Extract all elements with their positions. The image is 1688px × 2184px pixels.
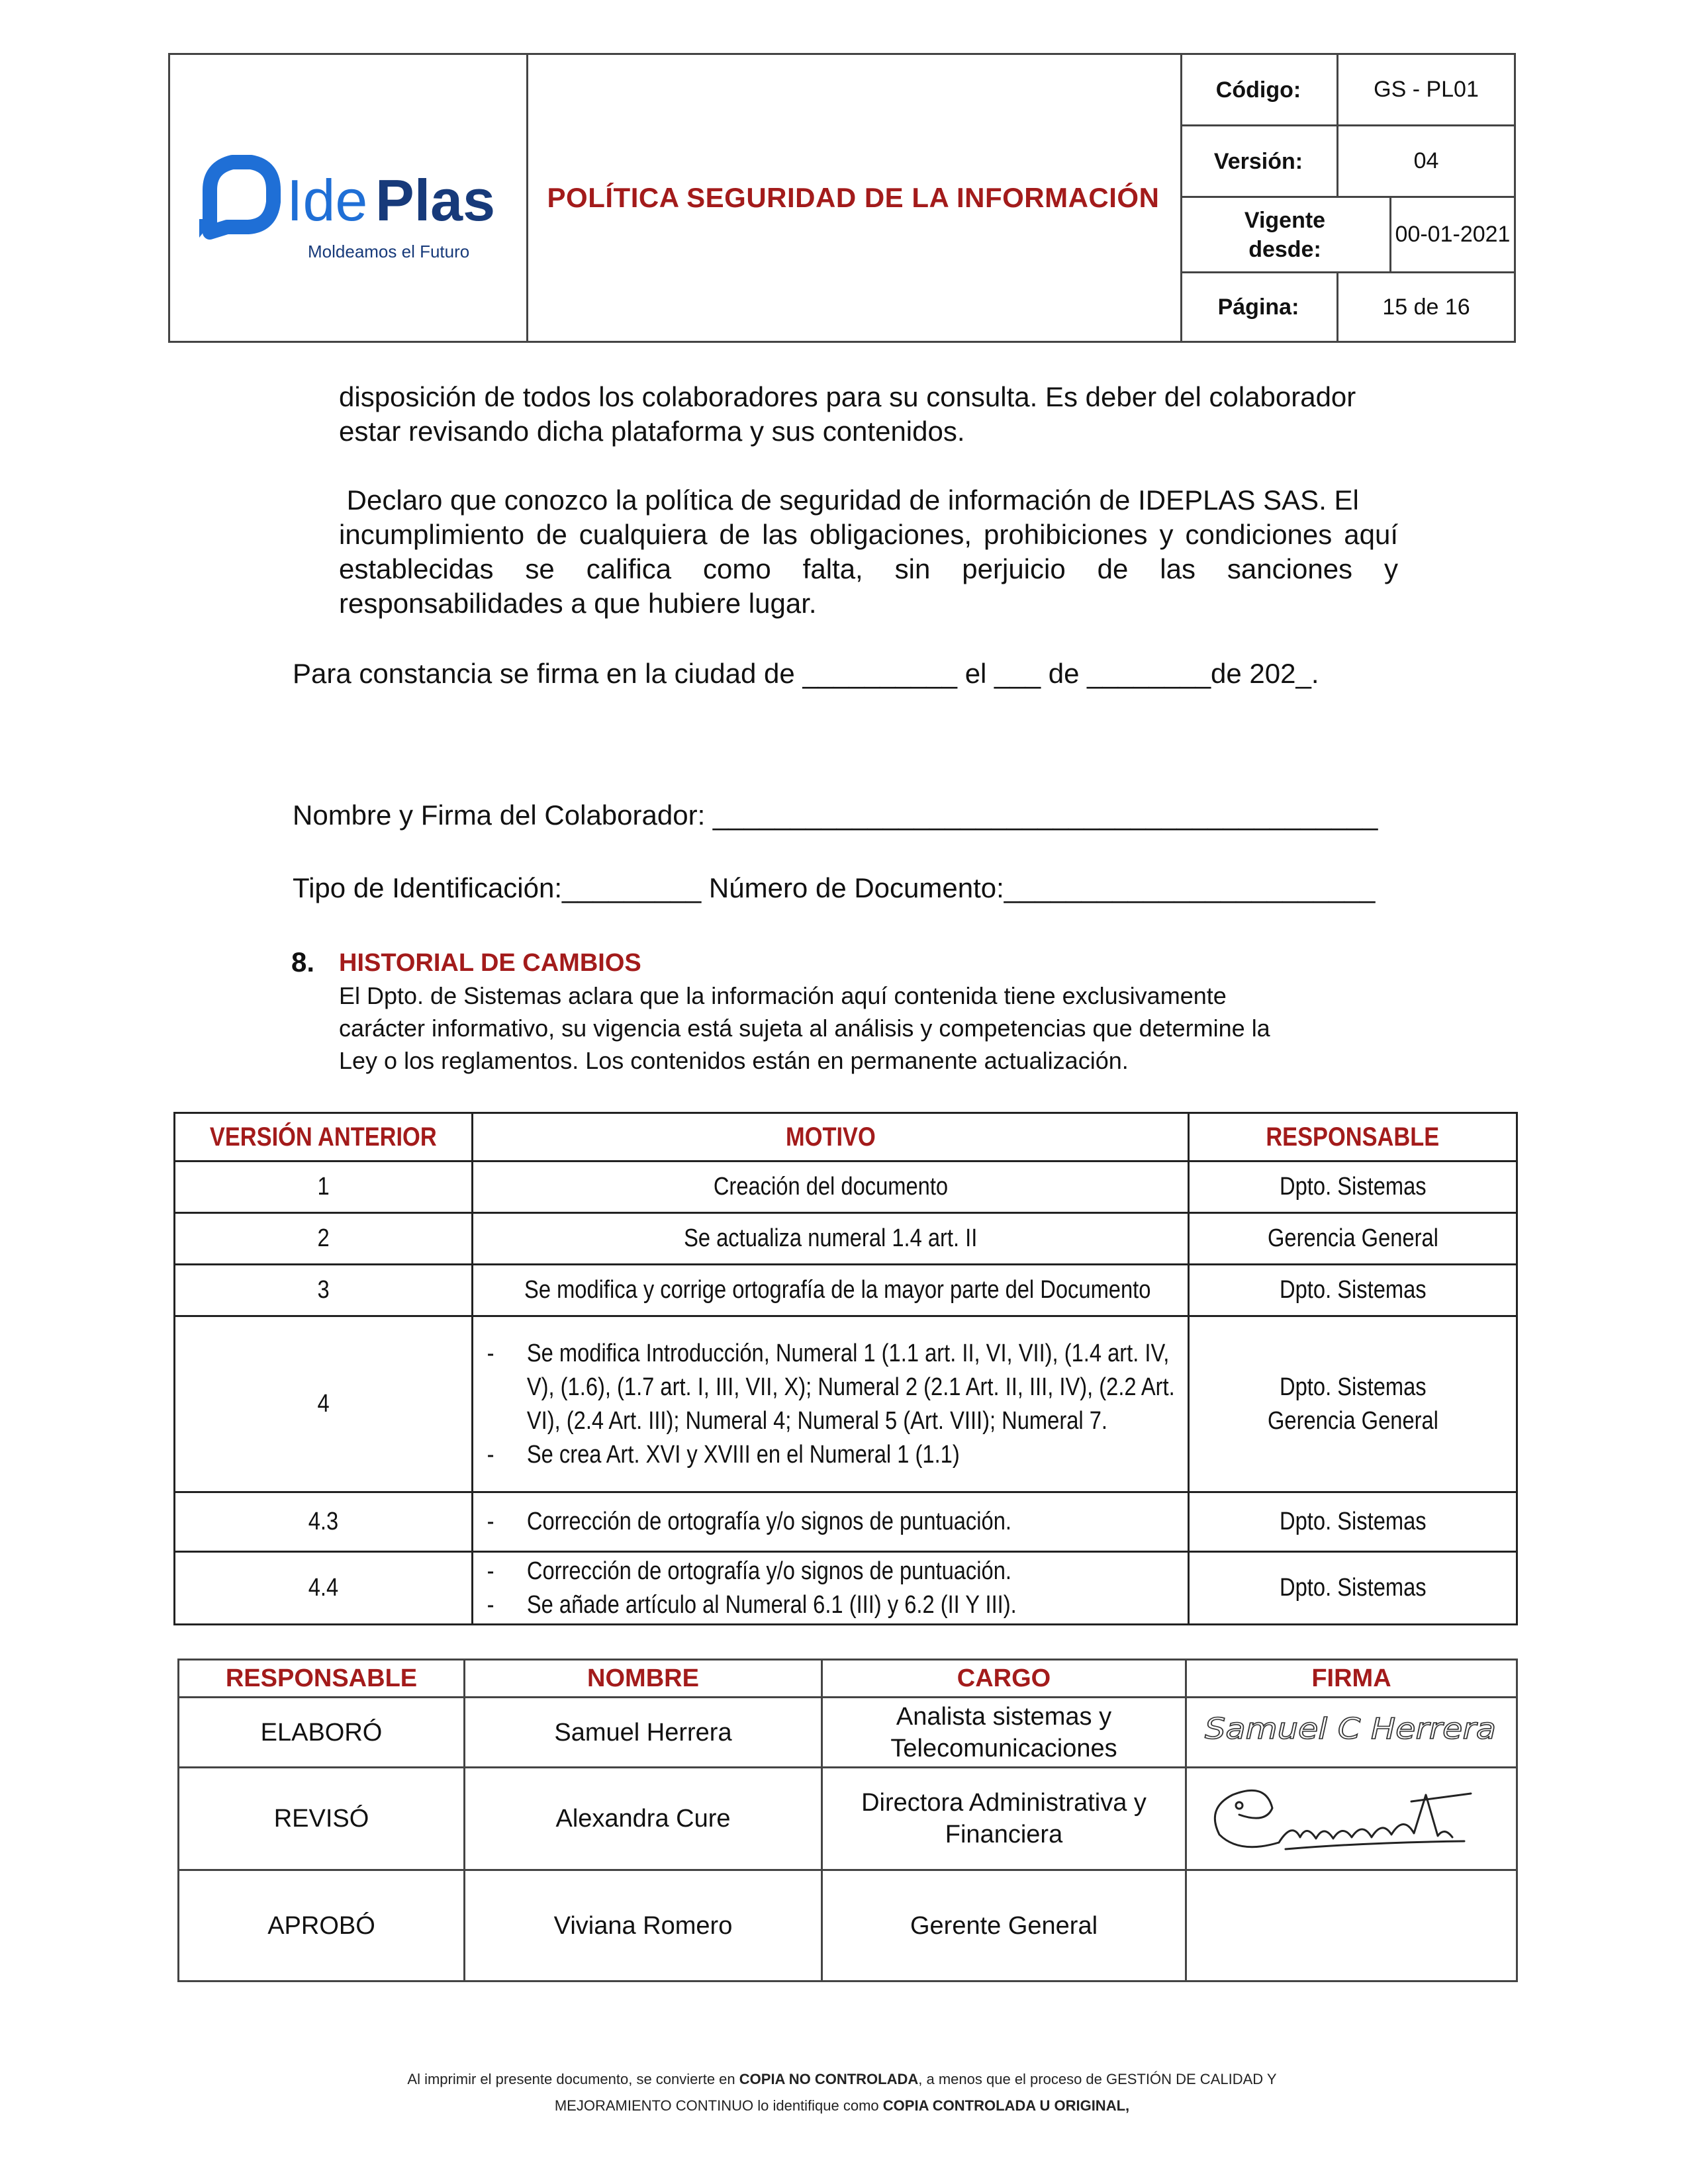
list-item: - Se crea Art. XVI y XVIII en el Numeral 1 (1.1) xyxy=(487,1438,1177,1472)
cell-firma xyxy=(1186,1698,1517,1768)
cell-motivo xyxy=(473,1492,1189,1552)
paragraph-consulta-line2: estar revisando dicha plataforma y sus contenidos. xyxy=(339,416,965,447)
cell-name: Samuel Herrera xyxy=(465,1698,822,1768)
cell-version: 3 xyxy=(175,1265,473,1316)
cell-role: REVISÓ xyxy=(179,1768,465,1870)
paragraph-consulta-line1: disposición de todos los colaboradores para su consulta. Es deber del colaborador xyxy=(339,381,1356,412)
meta-key: Código: xyxy=(1180,55,1338,124)
cell-version: 4.3 xyxy=(175,1492,473,1552)
cell-role: APROBÓ xyxy=(179,1870,465,1981)
change-history-table xyxy=(173,1112,1518,1625)
cell-motivo: Creación del documento xyxy=(473,1161,1189,1213)
constancia-line: Para constancia se firma en la ciudad de __________ el ___ de ________de 202_. xyxy=(293,658,1319,689)
logo-tagline: Moldeamos el Futuro xyxy=(308,242,470,261)
cell-name: Alexandra Cure xyxy=(465,1768,822,1870)
paragraph-declaro-line4: responsabilidades a que hubiere lugar. xyxy=(339,588,817,619)
cell-responsable: Dpto. Sistemas xyxy=(1189,1552,1517,1625)
cell-version: 4 xyxy=(175,1316,473,1492)
meta-key: Vigente desde: xyxy=(1180,198,1391,271)
list-item: - Corrección de ortografía y/o signos de puntuación. xyxy=(487,1555,1177,1588)
footer-line2: MEJORAMIENTO CONTINUO lo identifique como COPIA CONTROLADA U ORIGINAL, xyxy=(554,2097,1130,2114)
section-intro-line3: Ley o los reglamentos. Los contenidos están en permanente actualización. xyxy=(339,1047,1129,1074)
cell-responsable: Dpto. Sistemas xyxy=(1189,1265,1517,1316)
table-header-row xyxy=(179,1660,1517,1698)
cell-cargo: Directora Administrativa y Financiera xyxy=(822,1768,1186,1870)
cell-cargo: Gerente General xyxy=(822,1870,1186,1981)
section-intro-line2: carácter informativo, su vigencia está sujeta al análisis y competencias que determine la xyxy=(339,1015,1270,1042)
table-row xyxy=(175,1213,1517,1265)
document-title-cell xyxy=(526,55,1182,341)
paragraph-declaro-line3: establecidas se califica como falta, sin perjuicio de las sanciones y xyxy=(339,553,1398,584)
meta-key: Versión: xyxy=(1180,126,1338,196)
section-title: HISTORIAL DE CAMBIOS xyxy=(339,949,641,977)
cell-motivo: Se modifica y corrige ortografía de la mayor parte del Documento xyxy=(473,1265,1189,1316)
meta-value: GS - PL01 xyxy=(1374,77,1479,102)
table-row xyxy=(175,1552,1517,1625)
table-row xyxy=(175,1265,1517,1316)
paragraph-declaro-line2: incumplimiento de cualquiera de las obligaciones, prohibiciones y condiciones aquí xyxy=(339,519,1398,550)
approval-table xyxy=(177,1659,1518,1982)
cell-version: 1 xyxy=(175,1161,473,1213)
meta-key: Página: xyxy=(1180,273,1338,341)
nombre-firma-line: Nombre y Firma del Colaborador: ___________________________________________ xyxy=(293,799,1378,831)
col-header-version: VERSIÓN ANTERIOR xyxy=(175,1113,473,1161)
table-row xyxy=(175,1492,1517,1552)
meta-row-vigente xyxy=(1180,198,1514,273)
meta-value: 15 de 16 xyxy=(1382,294,1470,320)
table-row xyxy=(179,1698,1517,1768)
meta-value: 00-01-2021 xyxy=(1395,222,1511,247)
cell-responsable: Gerencia General xyxy=(1189,1213,1517,1265)
cell-version: 4.4 xyxy=(175,1552,473,1625)
document-header xyxy=(168,53,1516,343)
table-row xyxy=(175,1316,1517,1492)
cell-motivo xyxy=(473,1316,1189,1492)
cell-responsable: Dpto. Sistemas xyxy=(1189,1161,1517,1213)
list-item: - Se modifica Introducción, Numeral 1 (1.1 art. II, VI, VII), (1.4 art. IV, V), (1.6), (1.7 art. I, III, VII, X); Numeral 2 (2.1 Art. II, III, IV), (2.2 Art. VI), (2.4 Art. III); Numeral 4; Numeral 5 (Art. VIII); Numeral 7. xyxy=(487,1337,1177,1438)
cell-responsable: Dpto. Sistemas xyxy=(1189,1492,1517,1552)
document-footer xyxy=(168,2066,1516,2119)
cell-firma xyxy=(1186,1768,1517,1870)
document-title: POLÍTICA SEGURIDAD DE LA INFORMACIÓN xyxy=(547,182,1160,213)
cell-cargo: Analista sistemas y Telecomunicaciones xyxy=(822,1698,1186,1768)
logo-brand-prefix: Ide xyxy=(287,167,368,233)
table-row xyxy=(179,1870,1517,1981)
signature-text: Samuel C Herrera xyxy=(1204,1711,1496,1746)
section-number: 8. xyxy=(291,946,315,978)
table-row xyxy=(179,1768,1517,1870)
section-intro-line1: El Dpto. de Sistemas aclara que la información aquí contenida tiene exclusivamente xyxy=(339,982,1227,1009)
tipo-identificacion-line: Tipo de Identificación:_________ Número de Documento:________________________ xyxy=(293,872,1376,903)
document-meta xyxy=(1180,55,1514,341)
col-header-cargo: CARGO xyxy=(822,1660,1186,1698)
col-header-nombre: NOMBRE xyxy=(465,1660,822,1698)
meta-row-version xyxy=(1180,126,1514,198)
list-item: - Se añade artículo al Numeral 6.1 (III) y 6.2 (II Y III). xyxy=(487,1588,1177,1622)
signature-image xyxy=(1193,1768,1511,1861)
col-header-responsable: RESPONSABLE xyxy=(179,1660,465,1698)
cell-version: 2 xyxy=(175,1213,473,1265)
list-item: - Corrección de ortografía y/o signos de puntuación. xyxy=(487,1505,1177,1539)
cell-motivo xyxy=(473,1552,1189,1625)
motivo-list xyxy=(473,1505,1186,1539)
motivo-list xyxy=(473,1337,1186,1472)
footer-line1: Al imprimir el presente documento, se convierte en COPIA NO CONTROLADA, a menos que el proceso de GESTIÓN DE CALIDAD Y xyxy=(407,2071,1277,2087)
logo-brand-suffix: Plas xyxy=(375,167,496,233)
cell-motivo: Se actualiza numeral 1.4 art. II xyxy=(473,1213,1189,1265)
meta-value: 04 xyxy=(1413,148,1439,173)
cell-firma-empty xyxy=(1186,1870,1517,1981)
ideplas-logo xyxy=(170,55,526,341)
col-header-firma: FIRMA xyxy=(1186,1660,1517,1698)
col-header-responsable: RESPONSABLE xyxy=(1189,1113,1517,1161)
table-header-row xyxy=(175,1113,1517,1161)
table-row xyxy=(175,1161,1517,1213)
motivo-list xyxy=(473,1555,1186,1622)
logo-d-mark xyxy=(210,162,273,232)
cell-role: ELABORÓ xyxy=(179,1698,465,1768)
paragraph-declaro-line1: Declaro que conozco la política de seguridad de información de IDEPLAS SAS. El xyxy=(339,484,1359,516)
signature-image xyxy=(1193,1699,1511,1758)
col-header-motivo: MOTIVO xyxy=(473,1113,1189,1161)
meta-row-codigo xyxy=(1180,55,1514,126)
meta-row-pagina xyxy=(1180,273,1514,341)
logo-cell xyxy=(170,55,528,341)
cell-responsable: Dpto. Sistemas Gerencia General xyxy=(1189,1316,1517,1492)
cell-name: Viviana Romero xyxy=(465,1870,822,1981)
